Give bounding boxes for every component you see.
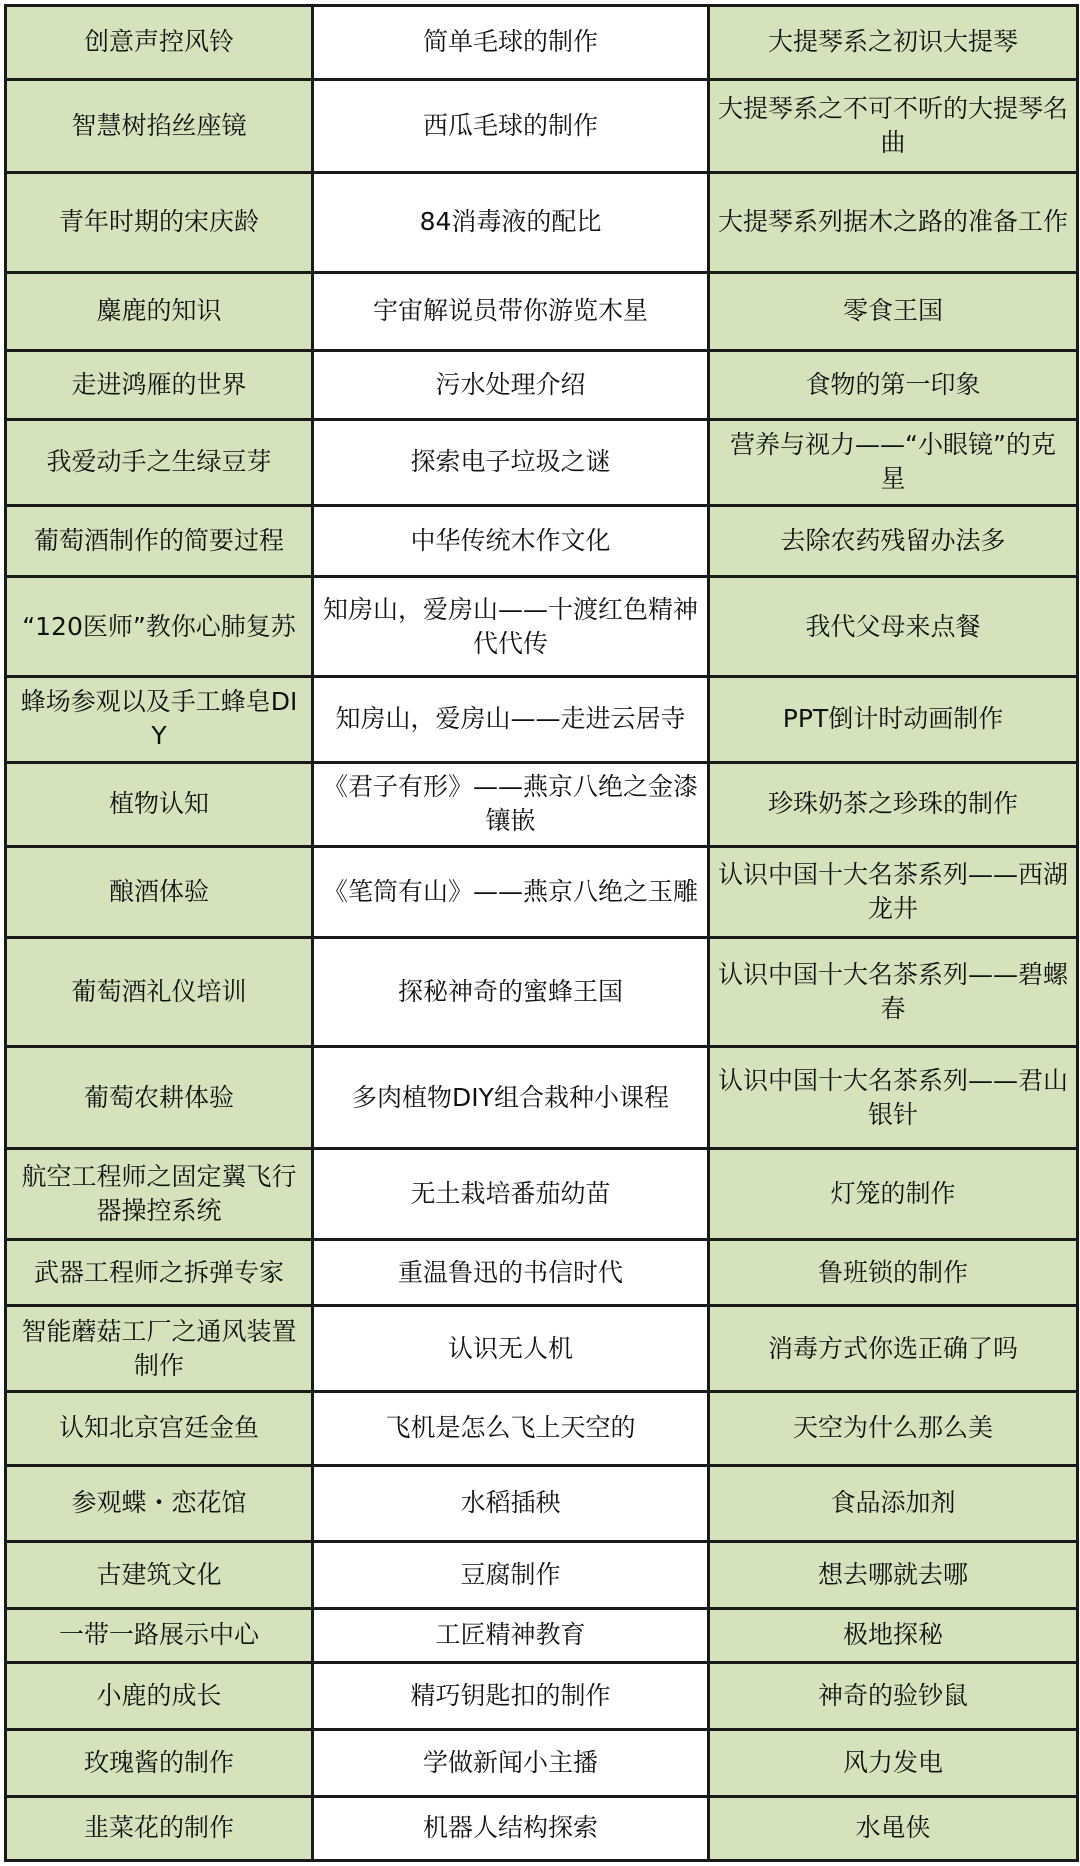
table-cell: 麋鹿的知识 [6,272,313,351]
table-cell: 珍珠奶茶之珍珠的制作 [709,762,1078,846]
table-cell: 飞机是怎么飞上天空的 [313,1392,709,1466]
table-cell: 水稻插秧 [313,1465,709,1541]
table-row [6,1796,1078,1860]
table-cell: 小鹿的成长 [6,1663,313,1730]
table-cell: 想去哪就去哪 [709,1541,1078,1608]
table-cell: 消毒方式你选正确了吗 [709,1306,1078,1392]
table-row [6,1149,1078,1239]
table-cell: 认知北京宫廷金鱼 [6,1392,313,1466]
table-cell: 机器人结构探索 [313,1796,709,1860]
table-cell: 知房山，爱房山——十渡红色精神代代传 [313,577,709,677]
table-cell: 工匠精神教育 [313,1608,709,1663]
table-cell: 精巧钥匙扣的制作 [313,1663,709,1730]
table-cell: 营养与视力——“小眼镜”的克星 [709,420,1078,506]
table-cell: 走进鸿雁的世界 [6,351,313,420]
table-cell: 宇宙解说员带你游览木星 [313,272,709,351]
table-cell: 灯笼的制作 [709,1149,1078,1239]
table-cell: 认识中国十大名茶系列——碧螺春 [709,937,1078,1046]
table-cell: 我代父母来点餐 [709,577,1078,677]
table-cell: 零食王国 [709,272,1078,351]
table-cell: “120医师”教你心肺复苏 [6,577,313,677]
table-row [6,505,1078,576]
table-cell: 中华传统木作文化 [313,505,709,576]
table-cell: PPT倒计时动画制作 [709,677,1078,763]
table-cell: 智慧树掐丝座镜 [6,79,313,172]
table-cell: 参观蝶・恋花馆 [6,1465,313,1541]
table-cell: 无土栽培番茄幼苗 [313,1149,709,1239]
table-cell: 葡萄酒礼仪培训 [6,937,313,1046]
table-cell: 青年时期的宋庆龄 [6,172,313,272]
table-row [6,677,1078,763]
table-row [6,420,1078,506]
table-cell: 认识中国十大名茶系列——西湖龙井 [709,847,1078,937]
table-cell: 《笔筒有山》——燕京八绝之玉雕 [313,847,709,937]
table-cell: 《君子有形》——燕京八绝之金漆镶嵌 [313,762,709,846]
table-cell: 84消毒液的配比 [313,172,709,272]
table-cell: 认识无人机 [313,1306,709,1392]
table-cell: 大提琴系之不可不听的大提琴名曲 [709,79,1078,172]
table-cell: 污水处理介绍 [313,351,709,420]
table-cell: 植物认知 [6,762,313,846]
table-cell: 鲁班锁的制作 [709,1239,1078,1306]
table-row [6,1306,1078,1392]
table-cell: 多肉植物DIY组合栽种小课程 [313,1047,709,1149]
table-row [6,272,1078,351]
table-row [6,1729,1078,1796]
table-cell: 去除农药残留办法多 [709,505,1078,576]
table-row [6,847,1078,937]
table-row [6,1047,1078,1149]
table-cell: 酿酒体验 [6,847,313,937]
table-cell: 简单毛球的制作 [313,6,709,80]
table-cell: 葡萄酒制作的简要过程 [6,505,313,576]
table-cell: 水黾侠 [709,1796,1078,1860]
table-cell: 蜂场参观以及手工蜂皂DIY [6,677,313,763]
table-row [6,1608,1078,1663]
table-row [6,1465,1078,1541]
table-row [6,1663,1078,1730]
table-cell: 航空工程师之固定翼飞行器操控系统 [6,1149,313,1239]
table-cell: 大提琴系之初识大提琴 [709,6,1078,80]
table-row [6,172,1078,272]
table-cell: 武器工程师之拆弹专家 [6,1239,313,1306]
table-cell: 重温鲁迅的书信时代 [313,1239,709,1306]
table-cell: 智能蘑菇工厂之通风装置制作 [6,1306,313,1392]
table-row [6,1239,1078,1306]
table-cell: 一带一路展示中心 [6,1608,313,1663]
table-row [6,762,1078,846]
table-cell: 天空为什么那么美 [709,1392,1078,1466]
table-cell: 我爱动手之生绿豆芽 [6,420,313,506]
table-cell: 知房山，爱房山——走进云居寺 [313,677,709,763]
table-body [6,6,1078,1861]
table-cell: 韭菜花的制作 [6,1796,313,1860]
table-cell: 玫瑰酱的制作 [6,1729,313,1796]
course-table [4,4,1079,1862]
table-row [6,577,1078,677]
table-row [6,1541,1078,1608]
table-cell: 探秘神奇的蜜蜂王国 [313,937,709,1046]
table-cell: 豆腐制作 [313,1541,709,1608]
table-cell: 认识中国十大名茶系列——君山银针 [709,1047,1078,1149]
table-row [6,351,1078,420]
table-cell: 创意声控风铃 [6,6,313,80]
table-row [6,937,1078,1046]
table-cell: 食品添加剂 [709,1465,1078,1541]
table-cell: 极地探秘 [709,1608,1078,1663]
table-cell: 葡萄农耕体验 [6,1047,313,1149]
table-row [6,1392,1078,1466]
table-cell: 古建筑文化 [6,1541,313,1608]
table-row [6,79,1078,172]
table-cell: 食物的第一印象 [709,351,1078,420]
table-row [6,6,1078,80]
table-cell: 探索电子垃圾之谜 [313,420,709,506]
table-cell: 大提琴系列据木之路的准备工作 [709,172,1078,272]
table-cell: 西瓜毛球的制作 [313,79,709,172]
table-cell: 神奇的验钞鼠 [709,1663,1078,1730]
table-cell: 风力发电 [709,1729,1078,1796]
table-cell: 学做新闻小主播 [313,1729,709,1796]
